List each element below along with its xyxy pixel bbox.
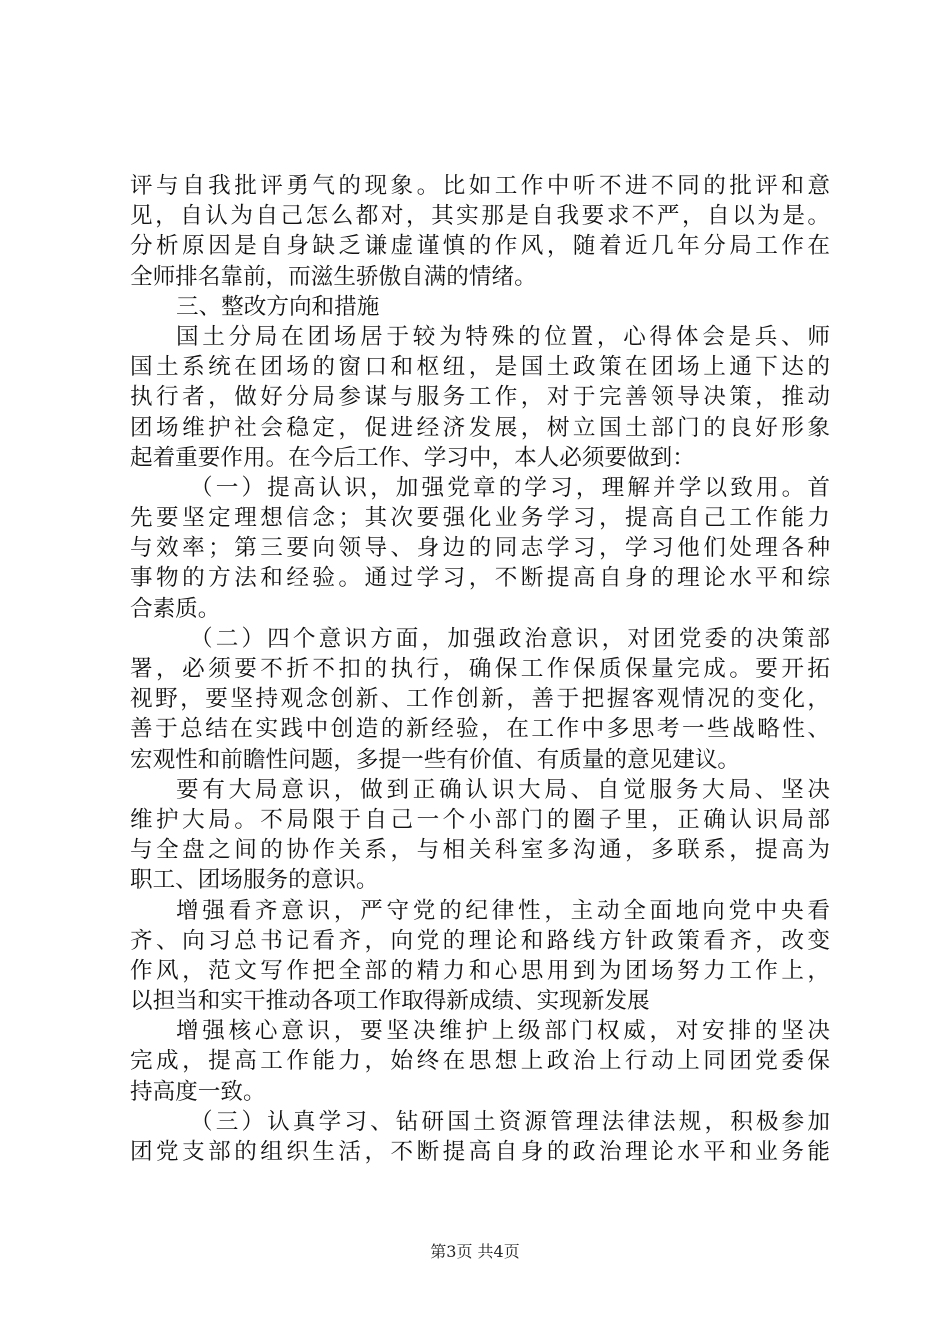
text-line: 完成，提高工作能力，始终在思想上政治上行动上同团党委保: [130, 1048, 830, 1075]
text-line: （三）认真学习、钻研国土资源管理法律法规，积极参加: [190, 1108, 830, 1135]
text-line: 事物的方法和经验。通过学习，不断提高自身的理论水平和综: [130, 565, 830, 592]
text-line: 与全盘之间的协作关系，与相关科室多沟通，多联系，提高为: [130, 837, 830, 864]
text-line: 三、整改方向和措施: [176, 293, 380, 320]
text-line: 善于总结在实践中创造的新经验，在工作中多思考一些战略性、: [130, 716, 830, 743]
text-line: 先要坚定理想信念；其次要强化业务学习，提高自己工作能力: [130, 505, 830, 532]
text-line: 执行者，做好分局参谋与服务工作，对于完善领导决策，推动: [130, 384, 830, 411]
text-line: （一）提高认识，加强党章的学习，理解并学以致用。首: [190, 474, 830, 501]
text-line: 维护大局。不局限于自己一个小部门的圈子里，正确认识局部: [130, 806, 830, 833]
text-line: 持高度一致。: [130, 1078, 266, 1105]
text-line: 团场维护社会稳定，促进经济发展，树立国土部门的良好形象: [130, 414, 830, 441]
text-line: 团党支部的组织生活，不断提高自身的政治理论水平和业务能: [130, 1139, 830, 1165]
text-line: 职工、团场服务的意识。: [130, 867, 379, 894]
text-line: （二）四个意识方面，加强政治意识，对团党委的决策部: [190, 625, 830, 652]
document-body: [130, 171, 830, 1167]
text-line: 增强看齐意识，严守党的纪律性，主动全面地向党中央看: [176, 897, 830, 924]
text-line: 评与自我批评勇气的现象。比如工作中听不进不同的批评和意: [130, 173, 830, 199]
text-line: 要有大局意识，做到正确认识大局、自觉服务大局、坚决: [176, 776, 830, 803]
text-line: 视野，要坚持观念创新、工作创新，善于把握客观情况的变化，: [130, 686, 830, 713]
text-line: 增强核心意识，要坚决维护上级部门权威，对安排的坚决: [176, 1018, 830, 1045]
text-line: 齐、向习总书记看齐，向党的理论和路线方针政策看齐，改变: [130, 927, 830, 954]
text-line: 见，自认为自己怎么都对，其实那是自我要求不严，自以为是。: [130, 203, 830, 230]
text-line: 国土系统在团场的窗口和枢纽，是国土政策在团场上通下达的: [130, 354, 830, 381]
text-line: 宏观性和前瞻性问题，多提一些有价值、有质量的意见建议。: [130, 746, 741, 773]
page-footer: 第3页 共4页: [430, 1242, 520, 1261]
text-line: 国土分局在团场居于较为特殊的位置，心得体会是兵、师: [176, 323, 830, 350]
text-line: 署，必须要不折不扣的执行，确保工作保质保量完成。要开拓: [130, 656, 830, 682]
text-line: 与效率；第三要向领导、身边的同志学习，学习他们处理各种: [130, 535, 830, 562]
text-line: 起着重要作用。在今后工作、学习中，本人必须要做到：: [130, 444, 695, 471]
text-line: 全师排名靠前，而滋生骄傲自满的情绪。: [130, 263, 537, 290]
text-line: 分析原因是自身缺乏谦虚谨慎的作风，随着近几年分局工作在: [130, 233, 830, 260]
text-line: 以担当和实干推动各项工作取得新成绩、实现新发展: [130, 988, 650, 1015]
text-line: 合素质。: [130, 595, 221, 622]
text-line: 作风，范文写作把全部的精力和心思用到为团场努力工作上，: [130, 957, 830, 984]
